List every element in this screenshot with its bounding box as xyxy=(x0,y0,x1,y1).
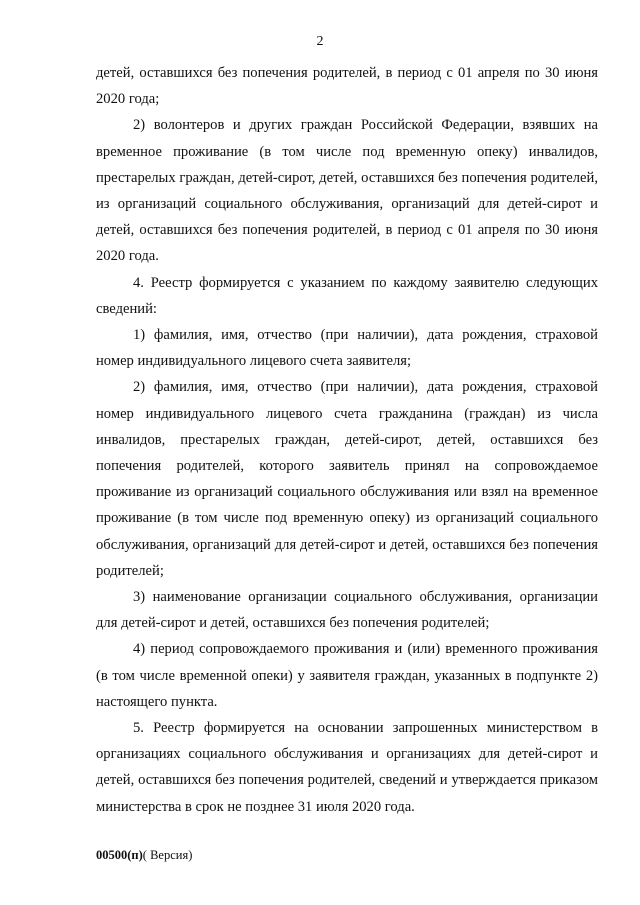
paragraph-section-5: 5. Реестр формируется на основании запрошенных министерством в организациях социального обслуживания и организациях для детей-сирот и детей, оставшихся без попечения родителей, сведений и утверждается приказом министерства в срок не позднее 31 июля 2020 года. xyxy=(96,720,598,815)
paragraph-item-2-volunteers: 2) волонтеров и других граждан Российской Федерации, взявших на временное проживание (в том числе под временную опеку) инвалидов, престарелых граждан, детей-сирот, детей, оставшихся без попечения родителей, из организаций социального обслуживания, организаций для детей-сирот и детей, оставшихся без попечения родителей, в период с 01 апреля по 30 июня 2020 года. xyxy=(96,117,598,265)
page-number: 2 xyxy=(316,34,324,49)
document-version: ( Версия) xyxy=(142,848,193,862)
paragraph-section-4: 4. Реестр формируется с указанием по каждому заявителю следующих сведений: xyxy=(96,274,598,317)
document-code: 00500(п) xyxy=(96,848,143,862)
document-footer xyxy=(96,848,192,863)
paragraph-item-4-period: 4) период сопровождаемого проживания и (или) временного проживания (в том числе временной опеки) у заявителя граждан, указанных в подпункте 2) настоящего пункта. xyxy=(96,641,598,710)
paragraph-item-2-citizen: 2) фамилия, имя, отчество (при наличии), дата рождения, страховой номер индивидуального лицевого счета гражданина (граждан) из числа инвалидов, престарелых граждан, детей-сирот, детей, оставшихся без попечения родителей, которого заявитель принял на сопровождаемое проживание из организаций социального обслуживания или взял на временное проживание (в том числе под временную опеку) из организаций социального обслуживания, организаций для детей-сирот и детей, оставшихся без попечения родителей; xyxy=(96,379,598,579)
paragraph-continuation: детей, оставшихся без попечения родителей, в период с 01 апреля по 30 июня 2020 года; xyxy=(96,65,598,108)
paragraph-item-3-organization: 3) наименование организации социального обслуживания, организации для детей-сирот и детей, оставшихся без попечения родителей; xyxy=(96,589,598,632)
paragraph-item-1-applicant: 1) фамилия, имя, отчество (при наличии), дата рождения, страховой номер индивидуального лицевого счета заявителя; xyxy=(96,327,598,370)
document-body xyxy=(96,60,598,820)
